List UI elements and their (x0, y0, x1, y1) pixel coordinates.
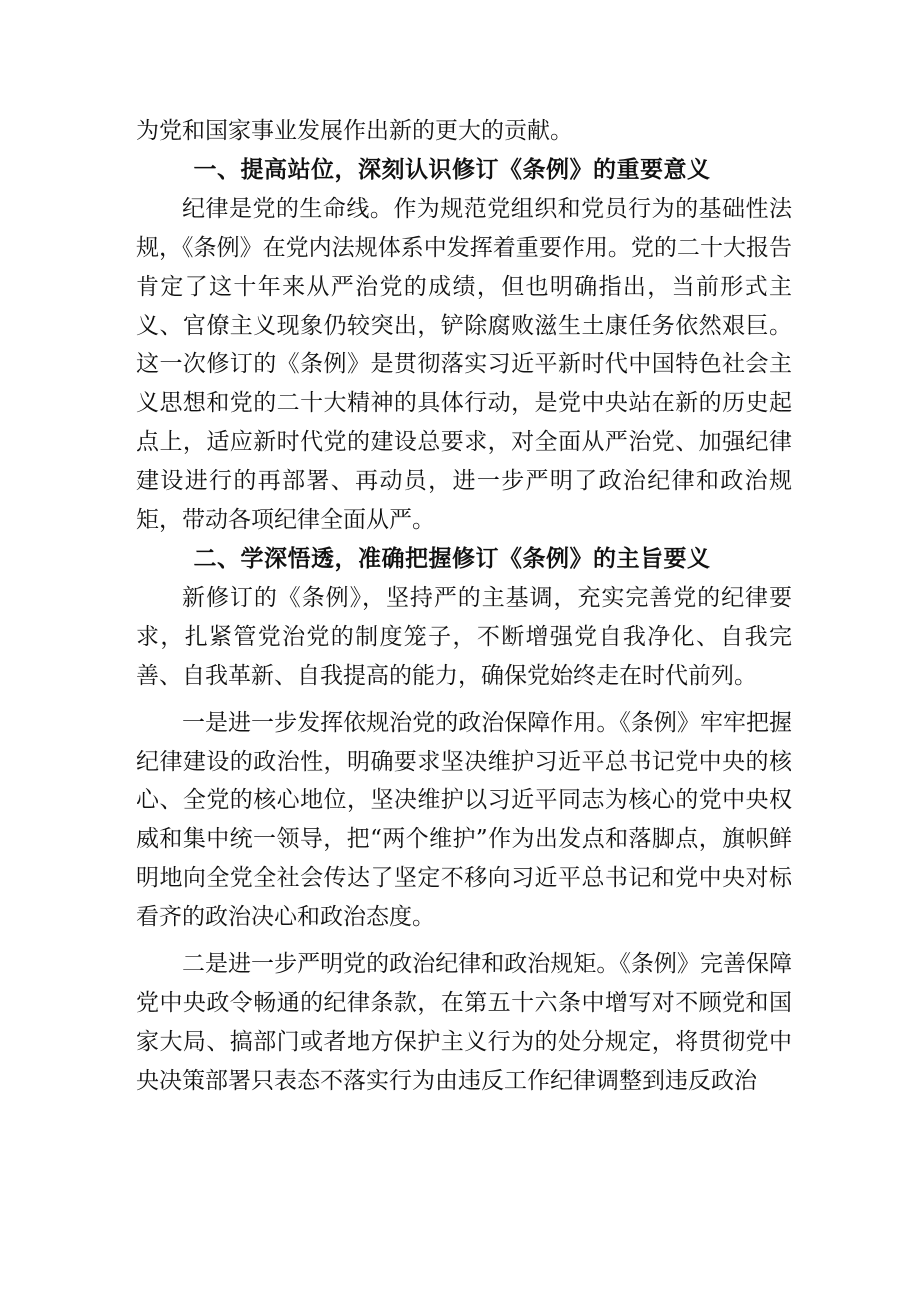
document-page (136, 112, 792, 1101)
paragraph-2: 新修订的《条例》，坚持严的主基调，充实完善党的纪律要求，扎紧管党治党的制度笼子，不断增强党自我净化、自我完善、自我革新、自我提高的能力，确保党始终走在时代前列。 (136, 584, 792, 689)
paragraph-3: 一是进一步发挥依规治党的政治保障作用。《条例》牢牢把握纪律建设的政治性，明确要求坚决维护习近平总书记党中央的核心、全党的核心地位，坚决维护以习近平同志为核心的党中央权威和集中统一领导，把“两个维护”作为出发点和落脚点，旗帜鲜明地向全党全社会传达了坚定不移向习近平总书记和党中央对标看齐的政治决心和政治态度。 (136, 709, 792, 931)
paragraph-4: 二是进一步严明党的政治纪律和政治规矩。《条例》完善保障党中央政令畅通的纪律条款，在第五十六条中增写对不顾党和国家大局、搞部门或者地方保护主义行为的处分规定，将贯彻党中央决策部署只表态不落实行为由违反工作纪律调整到违反政治 (136, 951, 792, 1094)
paragraph-1: 纪律是党的生命线。作为规范党组织和党员行为的基础性法规，《条例》在党内法规体系中发挥着重要作用。党的二十大报告肯定了这十年来从严治党的成绩，但也明确指出，当前形式主义、官僚主义现象仍较突出，铲除腐败滋生土康任务依然艰巨。这一次修订的《条例》是贯彻落实习近平新时代中国特色社会主义思想和党的二十大精神的具体行动，是党中央站在新的历史起点上，适应新时代党的建设总要求，对全面从严治党、加强纪律建设进行的再部署、再动员，进一步严明了政治纪律和政治规矩，带动各项纪律全面从严。 (136, 195, 792, 534)
section-heading-2: 二、学深悟透，准确把握修订《条例》的主旨要义 (193, 545, 711, 572)
paragraph-gap (136, 696, 792, 704)
section-heading-1: 一、提高站位，深刻认识修订《条例》的重要意义 (193, 156, 711, 183)
paragraph-gap (136, 937, 792, 945)
paragraph-continuation: 为党和国家事业发展作出新的更大的贡献。 (136, 118, 573, 144)
